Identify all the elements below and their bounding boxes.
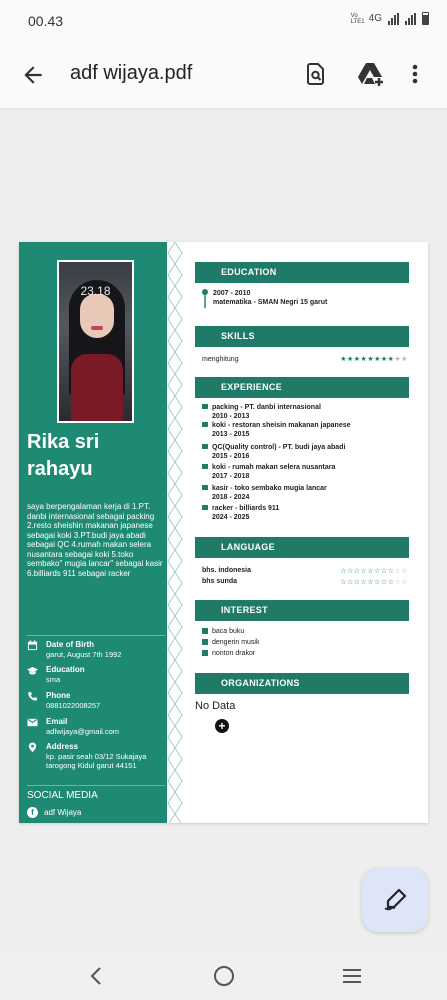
divider — [27, 635, 165, 636]
section-header-language: LANGUAGE — [195, 537, 409, 558]
status-time: 00.43 — [28, 13, 64, 29]
briefcase-icon — [202, 444, 208, 449]
experience-title: kasir - toko sembako mugia lancar — [212, 485, 327, 492]
skill-name: menghitung — [202, 356, 239, 363]
status-icons — [351, 12, 429, 25]
status-bar — [0, 0, 447, 40]
briefcase-icon — [202, 485, 208, 490]
document-search-icon — [304, 62, 328, 86]
experience-years: 2013 - 2015 — [212, 430, 250, 438]
volte-indicator: Vo LTE1 — [350, 12, 365, 25]
info-value: adfwijaya@gmail.com — [46, 727, 120, 736]
section-header-organizations: ORGANIZATIONS — [195, 673, 409, 694]
profile-photo — [57, 260, 134, 423]
briefcase-icon — [202, 404, 208, 409]
resume-main — [195, 242, 428, 823]
back-button[interactable] — [20, 62, 46, 88]
more-options-button[interactable] — [408, 60, 422, 88]
add-icon: + — [215, 719, 229, 733]
phone-icon — [27, 691, 38, 702]
skill-rating-stars: ★★★★★★★★★★ — [340, 356, 408, 363]
info-label: Date of Birth — [46, 640, 94, 649]
section-header-education: EDUCATION — [195, 262, 409, 283]
info-label: Address — [46, 742, 79, 751]
language-rating-stars: ☆☆☆☆☆☆☆☆☆☆ — [340, 579, 408, 586]
menu-lines-icon — [341, 967, 363, 985]
social-item — [27, 807, 81, 818]
signal-icon-2 — [405, 13, 416, 25]
resume-sidebar — [19, 242, 167, 823]
experience-title: racker - billiards 911 — [212, 505, 280, 512]
interest-label: baca buku — [212, 628, 245, 635]
section-header-interest: INTEREST — [195, 600, 409, 621]
experience-item — [202, 505, 402, 522]
experience-item — [202, 444, 402, 461]
info-label: Email — [46, 717, 68, 726]
annotate-button[interactable] — [362, 868, 428, 932]
search-in-document-button[interactable] — [302, 60, 330, 88]
chevron-left-icon — [89, 966, 103, 986]
email-icon — [27, 717, 38, 728]
info-value: garut, August 7th 1992 — [46, 650, 122, 659]
experience-item — [202, 422, 402, 439]
experience-years: 2010 - 2013 — [212, 412, 250, 420]
language-rating-stars: ☆☆☆☆☆☆☆☆☆☆ — [340, 568, 408, 575]
back-arrow-icon — [20, 62, 46, 88]
social-value: adf Wijaya — [44, 808, 82, 817]
experience-title: koki - restoran sheisin makanan japanese — [212, 422, 351, 429]
experience-years: 2017 - 2018 — [212, 472, 250, 480]
calendar-icon — [27, 640, 38, 651]
section-header-skills: SKILLS — [195, 326, 409, 347]
language-name: bhs sunda — [202, 578, 238, 585]
divider — [27, 785, 165, 786]
info-value: sma — [46, 675, 61, 684]
document-title: adf wijaya.pdf — [70, 62, 193, 84]
info-label: Education — [46, 665, 85, 674]
nav-home-button[interactable] — [210, 962, 238, 990]
save-to-drive-button[interactable] — [358, 60, 386, 88]
drive-add-icon — [358, 61, 386, 87]
checkbox-icon — [202, 628, 208, 634]
experience-title: packing - PT. danbi internasional — [212, 404, 321, 411]
info-value: 0881022008257 — [46, 701, 101, 710]
resume-name: Rika sri rahayu — [27, 431, 100, 480]
briefcase-icon — [202, 464, 208, 469]
location-icon — [27, 742, 38, 753]
photo-time-overlay: 23.18 — [80, 284, 111, 298]
interest-item — [202, 628, 244, 635]
info-label: Phone — [46, 691, 71, 700]
system-nav-bar — [0, 952, 447, 1000]
checkbox-icon — [202, 650, 208, 656]
experience-item — [202, 485, 402, 502]
experience-years: 2015 - 2016 — [212, 452, 250, 460]
app-bar — [0, 40, 447, 108]
resume-summary: saya berpengalaman kerja di 1.PT. danbi internasional sebagai packing 2.resto sheishin makanan japanese sebagai koki 3.PT.budi jaya abadi sebagai QC 4.rumah makan selera nusantara sebagai koki 5.toko sembako" mugia lancar" sebagai kasir 6.billiards 911 sebagai racker — [27, 502, 163, 578]
network-type: 4G — [368, 13, 382, 24]
experience-title: QC(Quality control) - PT. budi jaya abadi — [212, 444, 346, 451]
education-years: 2007 - 2010 — [213, 290, 251, 297]
graduation-cap-icon — [27, 665, 38, 676]
experience-title: koki - rumah makan selera nusantara — [212, 464, 336, 471]
battery-icon — [422, 12, 429, 25]
briefcase-icon — [202, 505, 208, 510]
organizations-no-data: No Data — [195, 700, 236, 712]
interest-item — [202, 650, 255, 657]
signal-icon — [388, 13, 399, 25]
more-vertical-icon — [412, 63, 418, 85]
experience-item — [202, 464, 402, 481]
interest-label: nonton drakor — [212, 650, 256, 657]
pen-edit-icon — [382, 887, 408, 913]
interest-item — [202, 639, 259, 646]
info-value: kp. pasir seah 03/12 Sukajaya tarogong Kidul garut 44151 — [46, 752, 147, 770]
language-name: bhs. indonesia — [202, 567, 252, 574]
interest-label: dengerin musik — [212, 639, 260, 646]
experience-years: 2024 - 2025 — [212, 513, 250, 521]
section-header-experience: EXPERIENCE — [195, 377, 409, 398]
experience-item — [202, 404, 402, 421]
nav-recents-button[interactable] — [338, 962, 366, 990]
zigzag-divider — [167, 242, 183, 823]
experience-years: 2018 - 2024 — [212, 493, 250, 501]
checkbox-icon — [202, 639, 208, 645]
pdf-page[interactable] — [19, 242, 428, 823]
education-detail: matematika - SMAN Negri 15 garut — [213, 299, 328, 306]
home-circle-icon — [213, 965, 235, 987]
briefcase-icon — [202, 422, 208, 427]
social-media-title: SOCIAL MEDIA — [27, 790, 98, 801]
facebook-icon: f — [27, 807, 38, 818]
timeline-marker-icon — [201, 288, 209, 310]
nav-back-button[interactable] — [82, 962, 110, 990]
